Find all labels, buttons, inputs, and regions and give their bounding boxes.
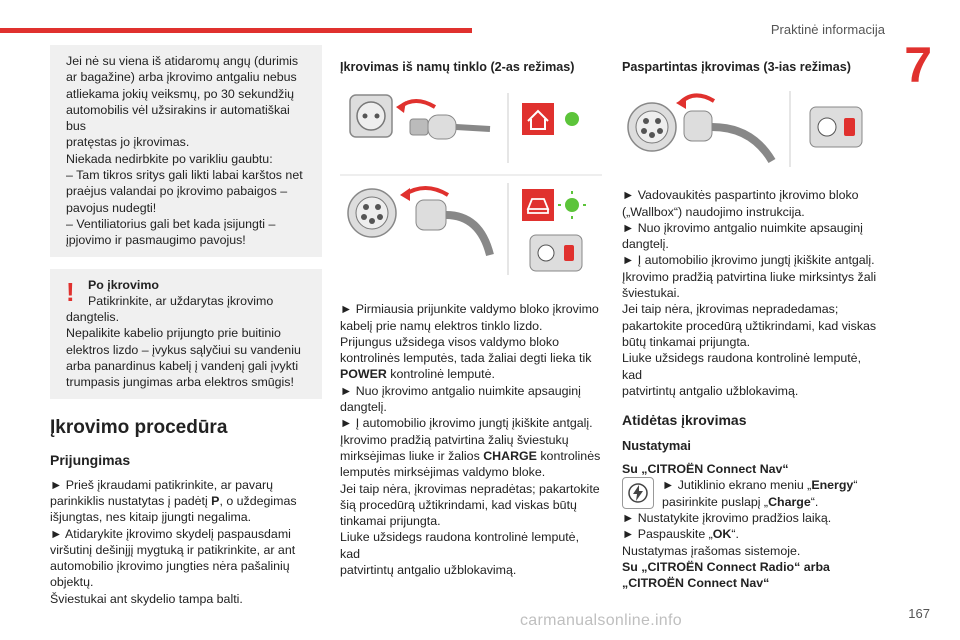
info-line: pavojus nudegti! xyxy=(66,200,157,215)
text-run: ► Paspauskite „ xyxy=(622,527,713,542)
body-line: Jei taip nėra, įkrovimas nepradėtas; pakartokite xyxy=(340,481,600,496)
warning-line: arba panardinus kabelį į vandenį gali įvykti xyxy=(66,359,299,374)
subsection-title-settings: Nustatymai xyxy=(622,438,691,454)
nav-system-label xyxy=(622,461,884,477)
body-line: Liuke užsidegs raudona kontrolinė lemputė, kad xyxy=(622,351,862,382)
text-run: “ xyxy=(853,478,858,493)
energy-menu-icon xyxy=(622,477,654,509)
body-line: („Wallbox“) naudojimo instrukcija. xyxy=(622,204,805,219)
text-run: ► Jutiklinio ekrano meniu „ xyxy=(662,478,812,493)
text-run: “ xyxy=(782,462,789,477)
info-line: įpjovimo ir pasmaugimo pavojus! xyxy=(66,233,246,248)
text-run: „CITROËN Connect Nav xyxy=(622,576,764,591)
body-line: ► Nustatykite įkrovimo pradžios laiką. xyxy=(622,511,832,526)
info-line: Niekada nedirbkite po varikliu gaubtu: xyxy=(66,151,273,166)
body-line: kabelį prie namų elektros tinklo lizdo. xyxy=(340,318,543,333)
header-accent-bar xyxy=(0,28,472,33)
text-run: CITROËN Connect Radio“ arba xyxy=(647,559,830,574)
warning-title: Po įkrovimo xyxy=(88,277,159,292)
info-line: atliekama jokių veiksmų, po 30 sekundžių xyxy=(66,86,294,101)
info-box xyxy=(50,45,322,257)
ok-label: OK xyxy=(712,527,732,542)
warning-line: elektros lizdo – įvykus sąlyčiui su vandeniu xyxy=(66,342,301,357)
mode3-diagram-svg xyxy=(622,85,884,173)
body-line xyxy=(662,494,857,510)
info-line: – Ventiliatorius gali bet kada įsijungti – xyxy=(66,216,276,231)
type2-connector-icon xyxy=(684,111,772,161)
power-led-green xyxy=(565,112,579,126)
text-run: CITROËN Connect Nav xyxy=(647,462,783,477)
charge-label: CHARGE xyxy=(483,448,537,463)
body-line: patvirtintų antgalio užblokavimą. xyxy=(340,563,517,578)
info-line: praėjus valandai po įkrovimo pabaigos – xyxy=(66,184,288,199)
column-1 xyxy=(50,45,322,607)
body-line: dangtelį. xyxy=(340,400,387,415)
energy-menu-instruction xyxy=(622,477,884,510)
body-line: būtų tinkamai prijungta. xyxy=(622,334,751,349)
text-run: parinkiklis nustatytas į padėtį xyxy=(50,493,212,508)
warning-line: Patikrinkite, ar uždarytas įkrovimo xyxy=(88,293,274,308)
body-line: objektų. xyxy=(50,575,94,590)
text-run: kontrolinė lemputė. xyxy=(386,367,495,382)
body-line: automobilio įkrovimo jungties nėra pašalinių xyxy=(50,559,290,574)
body-line: ► Atidarykite įkrovimo skydelį paspausdami xyxy=(50,526,291,541)
body-line: ► Vadovaukitės paspartinto įkrovimo bloko xyxy=(622,188,859,203)
chapter-number: 7 xyxy=(904,37,932,93)
warning-line: Nepalikite kabelio prijungto prie buitinio xyxy=(66,326,281,341)
text-run: Su „ xyxy=(622,462,648,477)
body-line: ► Nuo įkrovimo antgalio nuimkite apsauginį xyxy=(340,383,581,398)
body-line: Jei taip nėra, įkrovimas nepradedamas; xyxy=(622,302,839,317)
charge-led-blinking-icon xyxy=(558,191,586,219)
warning-line: trumpasis jungimas arba elektros smūgis! xyxy=(66,375,294,390)
subsection-title-connection: Prijungimas xyxy=(50,451,131,468)
body-line: šviestukai. xyxy=(622,286,680,301)
text-run: Su „ xyxy=(622,559,648,574)
mode2-diagram-svg xyxy=(340,85,602,285)
body-line: ► Prieš įkraudami patikrinkite, ar pavarų xyxy=(50,477,273,492)
radio-system-label-cont xyxy=(622,575,884,591)
body-line: Šviestukai ant skydelio tampa balti. xyxy=(50,591,243,606)
radio-system-label xyxy=(622,559,884,575)
body-line: kontrolinės lemputės, tada žaliai degti lieka tik xyxy=(340,351,592,366)
body-line: Įkrovimo pradžią patvirtina žalių šviestukų xyxy=(340,432,569,447)
watermark: carmanualsonline.info xyxy=(520,612,682,629)
section-title-charging-procedure: Įkrovimo procedūra xyxy=(50,416,228,438)
body-line: išjungtas, nes kitaip įjungti negalima. xyxy=(50,510,252,525)
column-3 xyxy=(622,45,884,592)
text-run: “. xyxy=(810,494,819,509)
header-title: Praktinė informacija xyxy=(770,22,885,37)
power-label: POWER xyxy=(340,367,387,382)
charge-indicator-icon xyxy=(522,189,554,221)
charge-flap-buttons-icon xyxy=(530,235,582,271)
warning-exclamation-icon: ! xyxy=(66,276,75,307)
body-line: Įkrovimo pradžią patvirtina liuke mirksintys žali xyxy=(622,269,877,284)
body-line: ► Į automobilio įkrovimo jungtį įkiškite antgalį. xyxy=(622,253,875,268)
body-line: šią procedūrą užtikrindami, kad viskas būtų xyxy=(340,497,577,512)
mode2-illustration xyxy=(340,85,602,285)
gear-position-p: P xyxy=(211,493,220,508)
body-line xyxy=(622,526,884,542)
info-line: ar bagažine) arba įkrovimo antgaliu nebus xyxy=(66,70,297,85)
body-line: tinkamai prijungta. xyxy=(340,514,441,529)
body-line: Prijungus užsidega visos valdymo bloko xyxy=(340,334,560,349)
vehicle-charge-socket-icon xyxy=(628,103,676,151)
body-line xyxy=(50,493,322,509)
text-run: pasirinkite puslapį „ xyxy=(662,494,769,509)
warning-box xyxy=(50,269,322,399)
energy-label: Energy xyxy=(811,478,854,493)
vehicle-charge-socket-icon xyxy=(348,189,396,237)
text-run: mirksėjimas liuke ir žalios xyxy=(340,448,484,463)
body-line: patvirtintų antgalio užblokavimą. xyxy=(622,383,799,398)
body-line: ► Į automobilio įkrovimo jungtį įkiškite antgalį. xyxy=(340,416,593,431)
body-line: dangtelį. xyxy=(622,237,669,252)
info-line: automobilis vėl užsirakins ir automatiškai bus xyxy=(66,102,290,134)
domestic-socket-icon xyxy=(350,95,392,137)
body-line xyxy=(340,448,602,464)
column-2 xyxy=(340,45,602,578)
body-line: Nustatymas įrašomas sistemoje. xyxy=(622,543,801,558)
text-run: , o uždegimas xyxy=(219,493,297,508)
info-line: – Tam tikros sritys gali likti labai karštos net xyxy=(66,168,303,183)
mode3-title: Paspartintas įkrovimas (3-ias režimas) xyxy=(622,60,851,74)
text-run: “. xyxy=(731,527,739,542)
info-line: Jei nė su viena iš atidaromų angų (durimis xyxy=(66,54,299,68)
body-line: ► Pirmiausia prijunkite valdymo bloko įkrovimo xyxy=(340,302,599,317)
body-line xyxy=(340,366,602,382)
body-line xyxy=(662,477,857,493)
home-power-indicator-icon xyxy=(522,103,554,135)
page-number: 167 xyxy=(908,606,930,621)
mode2-title: Įkrovimas iš namų tinklo (2-as režimas) xyxy=(340,60,575,74)
charge-flap-buttons-icon xyxy=(810,107,862,147)
text-run: kontrolinės xyxy=(536,448,601,463)
mode3-illustration xyxy=(622,85,884,173)
body-line: viršutinį dešinįjį mygtuką ir patikrinkite, ar ant xyxy=(50,542,296,557)
body-line: Liuke užsidegs raudona kontrolinė lemputė, kad xyxy=(340,530,580,561)
section-title-delayed-charging: Atidėtas įkrovimas xyxy=(622,412,747,429)
warning-line: dangtelis. xyxy=(66,310,120,325)
type2-connector-icon xyxy=(416,200,490,255)
body-line: lemputės mirksėjimas valdymo bloke. xyxy=(340,465,546,480)
charge-page-label: Charge xyxy=(768,494,811,509)
text-run: “ xyxy=(763,576,770,591)
info-line: pratęstas jo įkrovimas. xyxy=(66,135,190,150)
body-line: pakartokite procedūrą užtikrindami, kad viskas xyxy=(622,318,877,333)
domestic-plug-icon xyxy=(410,115,490,139)
body-line: ► Nuo įkrovimo antgalio nuimkite apsauginį xyxy=(622,220,863,235)
